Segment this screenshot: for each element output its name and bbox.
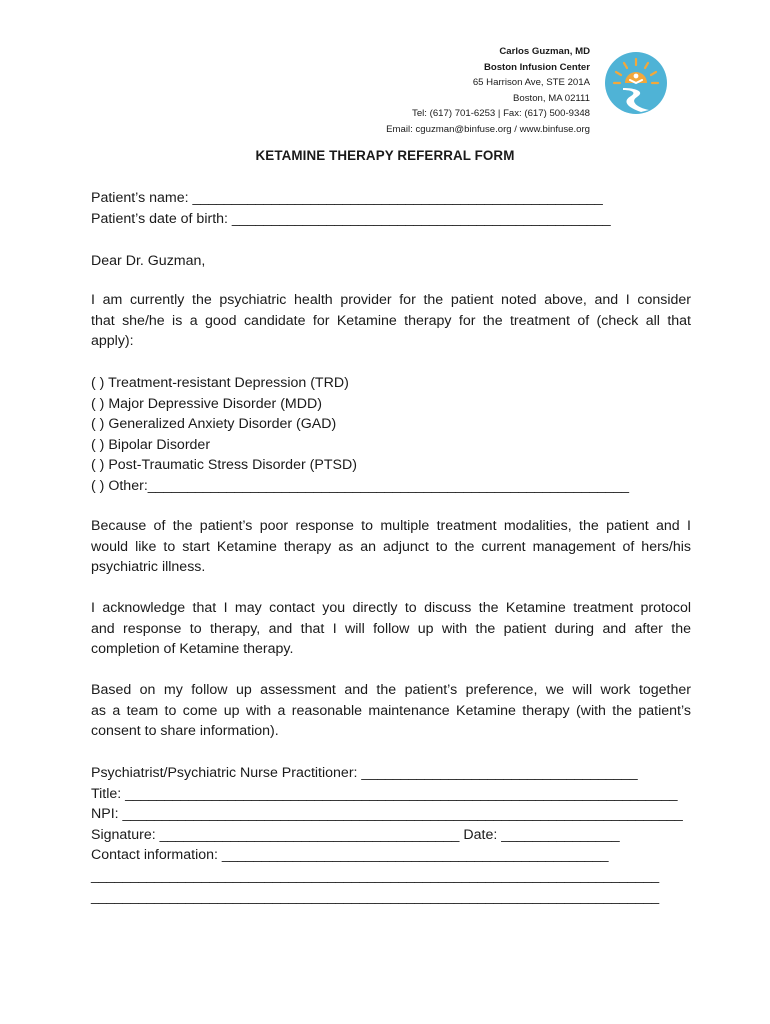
paragraph-maintenance	[91, 680, 691, 742]
paragraph-line: I acknowledge that I may contact you directly to discuss the Ketamine treatment protocol	[91, 600, 691, 616]
paragraph-line: as a team to come up with a reasonable maintenance Ketamine therapy (with the patient’s	[91, 702, 691, 719]
contact-info-field[interactable]: Contact information: _________________________________________________	[91, 847, 609, 864]
npi-field[interactable]: NPI: _______________________________________________________________________	[91, 806, 683, 823]
signature-date-field[interactable]: Signature: ______________________________________ Date: _______________	[91, 826, 620, 843]
paragraph-line: psychiatric illness.	[91, 559, 206, 576]
form-title: KETAMINE THERAPY REFERRAL FORM	[255, 148, 515, 163]
paragraph-acknowledge	[91, 598, 691, 660]
condition-ptsd-checkbox[interactable]: ( ) Post-Traumatic Stress Disorder (PTSD)	[91, 457, 357, 474]
paragraph-line: apply):	[91, 333, 134, 350]
paragraph-response	[91, 516, 691, 578]
sun-river-logo-icon	[603, 50, 669, 116]
center-name: Boston Infusion Center	[483, 61, 590, 73]
patient-dob-field[interactable]: Patient’s date of birth: ________________________________________________	[91, 210, 611, 227]
paragraph-line: Because of the patient’s poor response to multiple treatment modalities, the patient and I	[91, 518, 691, 534]
paragraph-line: completion of Ketamine therapy.	[91, 641, 294, 658]
paragraph-referral	[91, 290, 691, 352]
paragraph-line: and response to therapy, and that I will follow up with the patient during and after the	[91, 620, 691, 637]
condition-other-field[interactable]: ( ) Other:_____________________________________________________________	[91, 477, 630, 494]
practitioner-field[interactable]: Psychiatrist/Psychiatric Nurse Practitioner: ___________________________________	[91, 765, 638, 781]
contact-info-line[interactable]: ________________________________________________________________________	[91, 888, 660, 905]
patient-info	[91, 188, 691, 229]
condition-mdd-checkbox[interactable]: ( ) Major Depressive Disorder (MDD)	[91, 395, 322, 412]
greeting: Dear Dr. Guzman,	[91, 253, 206, 269]
signature-section	[91, 763, 691, 907]
paragraph-line: Based on my follow up assessment and the patient’s preference, we will work together	[91, 682, 691, 698]
title-field[interactable]: Title: ______________________________________________________________________	[91, 785, 678, 802]
doctor-name: Carlos Guzman, MD	[499, 46, 590, 57]
conditions-checklist	[91, 373, 691, 497]
patient-name-field[interactable]: Patient’s name: ____________________________________________________	[91, 190, 603, 206]
condition-gad-checkbox[interactable]: ( ) Generalized Anxiety Disorder (GAD)	[91, 416, 337, 433]
phone-fax: Tel: (617) 701-6253 | Fax: (617) 500-9348	[412, 108, 590, 120]
contact-info-line[interactable]: ________________________________________________________________________	[91, 867, 660, 884]
paragraph-line: I am currently the psychiatric health provider for the patient noted above, and I consider	[91, 292, 691, 308]
paragraph-line: consent to share information).	[91, 723, 279, 740]
email-web: Email: cguzman@binfuse.org / www.binfuse.org	[386, 123, 590, 135]
address-line-2: Boston, MA 02111	[513, 92, 590, 104]
address-line-1: 65 Harrison Ave, STE 201A	[472, 77, 590, 89]
condition-trd-checkbox[interactable]: ( ) Treatment-resistant Depression (TRD)	[91, 375, 349, 391]
condition-bipolar-checkbox[interactable]: ( ) Bipolar Disorder	[91, 436, 211, 453]
letterhead	[386, 44, 590, 138]
paragraph-line: would like to start Ketamine therapy as an adjunct to the current management of hers/his	[91, 538, 691, 555]
paragraph-line: that she/he is a good candidate for Ketamine therapy for the treatment of (check all that	[91, 312, 691, 329]
